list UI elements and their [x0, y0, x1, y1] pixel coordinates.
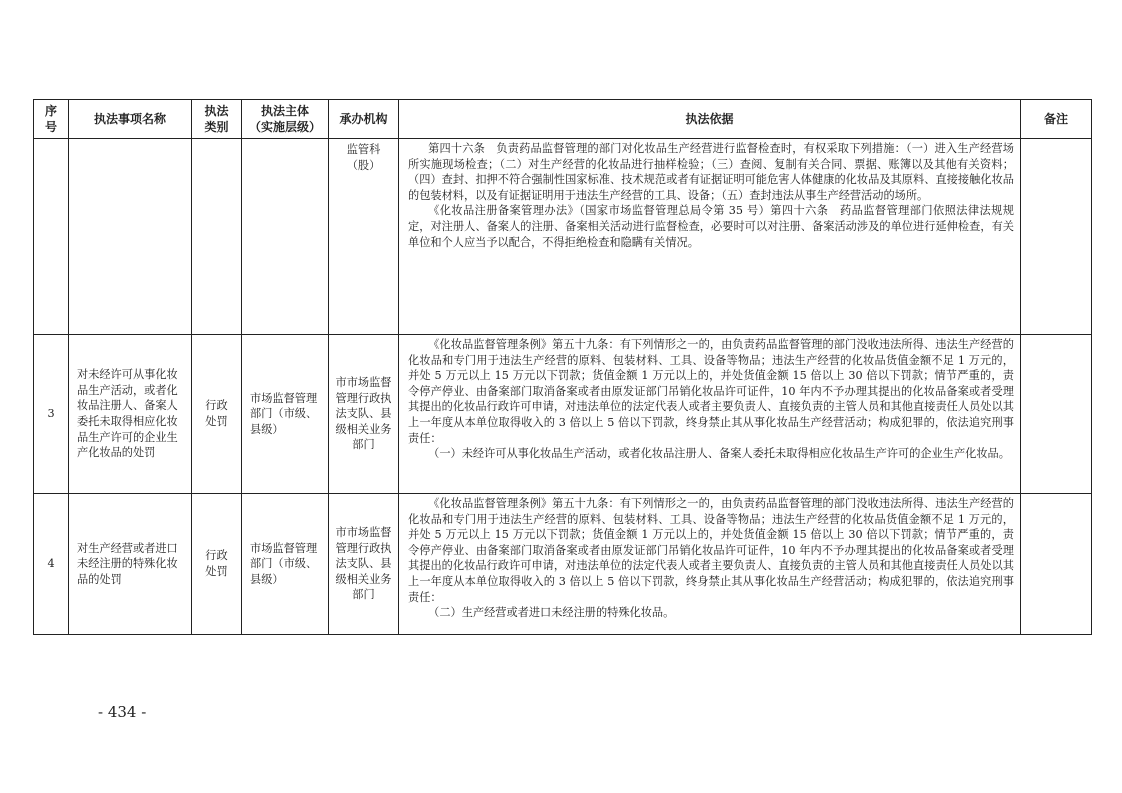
header-remark: 备注 [1021, 100, 1092, 139]
basis-paragraph: （二）生产经营或者进口未经注册的特殊化妆品。 [428, 606, 675, 620]
cell-subject [242, 139, 329, 335]
header-subject: 执法主体 （实施层级） [242, 100, 329, 139]
header-category: 执法 类别 [192, 100, 242, 139]
enforcement-table [33, 99, 1092, 635]
cell-category [192, 139, 242, 335]
cell-no: 4 [34, 494, 69, 635]
cell-subject: 市场监督管理部门（市级、县级） [242, 335, 329, 494]
cell-category: 行政 处罚 [192, 335, 242, 494]
header-agency: 承办机构 [329, 100, 399, 139]
basis-paragraph: 第四十六条 负责药品监督管理的部门对化妆品生产经营进行监督检查时，有权采取下列措施：（一）进入生产经营场所实施现场检查；（二）对生产经营的化妆品进行抽样检验；（三）查阅、复制有关合同、票据、账簿以及其他有关资料；（四）查封、扣押不符合强制性国家标准、技术规范或者有证据证明可能危害人体健康的化妆品及其原料、直接接触化妆品的包装材料，以及有证据证明用于违法生产经营的工具、设备；（五）查封违法从事生产经营活动的场所。 [408, 142, 1014, 202]
header-row [34, 100, 1092, 139]
basis-paragraph: （一）未经许可从事化妆品生产活动，或者化妆品注册人、备案人委托未取得相应化妆品生产许可的企业生产化妆品。 [428, 447, 1010, 461]
basis-paragraph: 《化妆品注册备案管理办法》（国家市场监督管理总局令第 35 号）第四十六条 药品监督管理部门依照法律法规规定，对注册人、备案人的注册、备案相关活动进行监督检查，必要时可以对注册、备案活动涉及的单位进行延伸检查，有关单位和个人应当予以配合，不得拒绝检查和隐瞒有关情况。 [408, 204, 1014, 249]
header-no: 序 号 [34, 100, 69, 139]
cell-agency: 监管科 （股） [329, 139, 399, 335]
table-row [34, 494, 1092, 635]
cell-remark [1021, 139, 1092, 335]
cell-no [34, 139, 69, 335]
cell-no: 3 [34, 335, 69, 494]
basis-paragraph: 《化妆品监督管理条例》第五十九条：有下列情形之一的，由负责药品监督管理的部门没收违法所得、违法生产经营的化妆品和专门用于违法生产经营的原料、包装材料、工具、设备等物品；违法生产经营的化妆品货值金额不足 1 万元的，并处 5 万元以上 15 万元以下罚款；货值金额 1 万元以上的，并处货值金额 15 倍以上 30 倍以下罚款；情节严重的，责令停产停业、由备案部门取消备案或者由原发证部门吊销化妆品许可证件，10 年内不予办理其提出的化妆品备案或者受理其提出的化妆品行政许可申请，对违法单位的法定代表人或者主要负责人、直接负责的主管人员和其他直接责任人员处以其上一年度从本单位取得收入的 3 倍以上 5 倍以下罚款，终身禁止其从事化妆品生产经营活动；构成犯罪的，依法追究刑事责任： [408, 497, 1014, 604]
cell-basis [399, 335, 1021, 494]
cell-agency: 市市场监督管理行政执法支队、县级相关业务部门 [329, 335, 399, 494]
header-name: 执法事项名称 [69, 100, 192, 139]
basis-paragraph: 《化妆品监督管理条例》第五十九条：有下列情形之一的，由负责药品监督管理的部门没收违法所得、违法生产经营的化妆品和专门用于违法生产经营的原料、包装材料、工具、设备等物品；违法生产经营的化妆品货值金额不足 1 万元的，并处 5 万元以上 15 万元以下罚款；货值金额 1 万元以上的，并处货值金额 15 倍以上 30 倍以下罚款；情节严重的，责令停产停业、由备案部门取消备案或者由原发证部门吊销化妆品许可证件，10 年内不予办理其提出的化妆品备案或者受理其提出的化妆品行政许可申请，对违法单位的法定代表人或者主要负责人、直接负责的主管人员和其他直接责任人员处以其上一年度从本单位取得收入的 3 倍以上 5 倍以下罚款，终身禁止其从事化妆品生产经营活动；构成犯罪的，依法追究刑事责任： [408, 338, 1014, 445]
page-number: - 434 - [98, 703, 147, 721]
cell-category: 行政 处罚 [192, 494, 242, 635]
cell-agency: 市市场监督管理行政执法支队、县级相关业务部门 [329, 494, 399, 635]
cell-name: 对生产经营或者进口未经注册的特殊化妆品的处罚 [69, 494, 192, 635]
table-row [34, 335, 1092, 494]
table-row [34, 139, 1092, 335]
cell-remark [1021, 494, 1092, 635]
cell-basis [399, 139, 1021, 335]
header-basis: 执法依据 [399, 100, 1021, 139]
cell-name: 对未经许可从事化妆品生产活动，或者化妆品注册人、备案人委托未取得相应化妆品生产许可的企业生产化妆品的处罚 [69, 335, 192, 494]
cell-subject: 市场监督管理部门（市级、县级） [242, 494, 329, 635]
cell-remark [1021, 335, 1092, 494]
cell-basis [399, 494, 1021, 635]
cell-name [69, 139, 192, 335]
